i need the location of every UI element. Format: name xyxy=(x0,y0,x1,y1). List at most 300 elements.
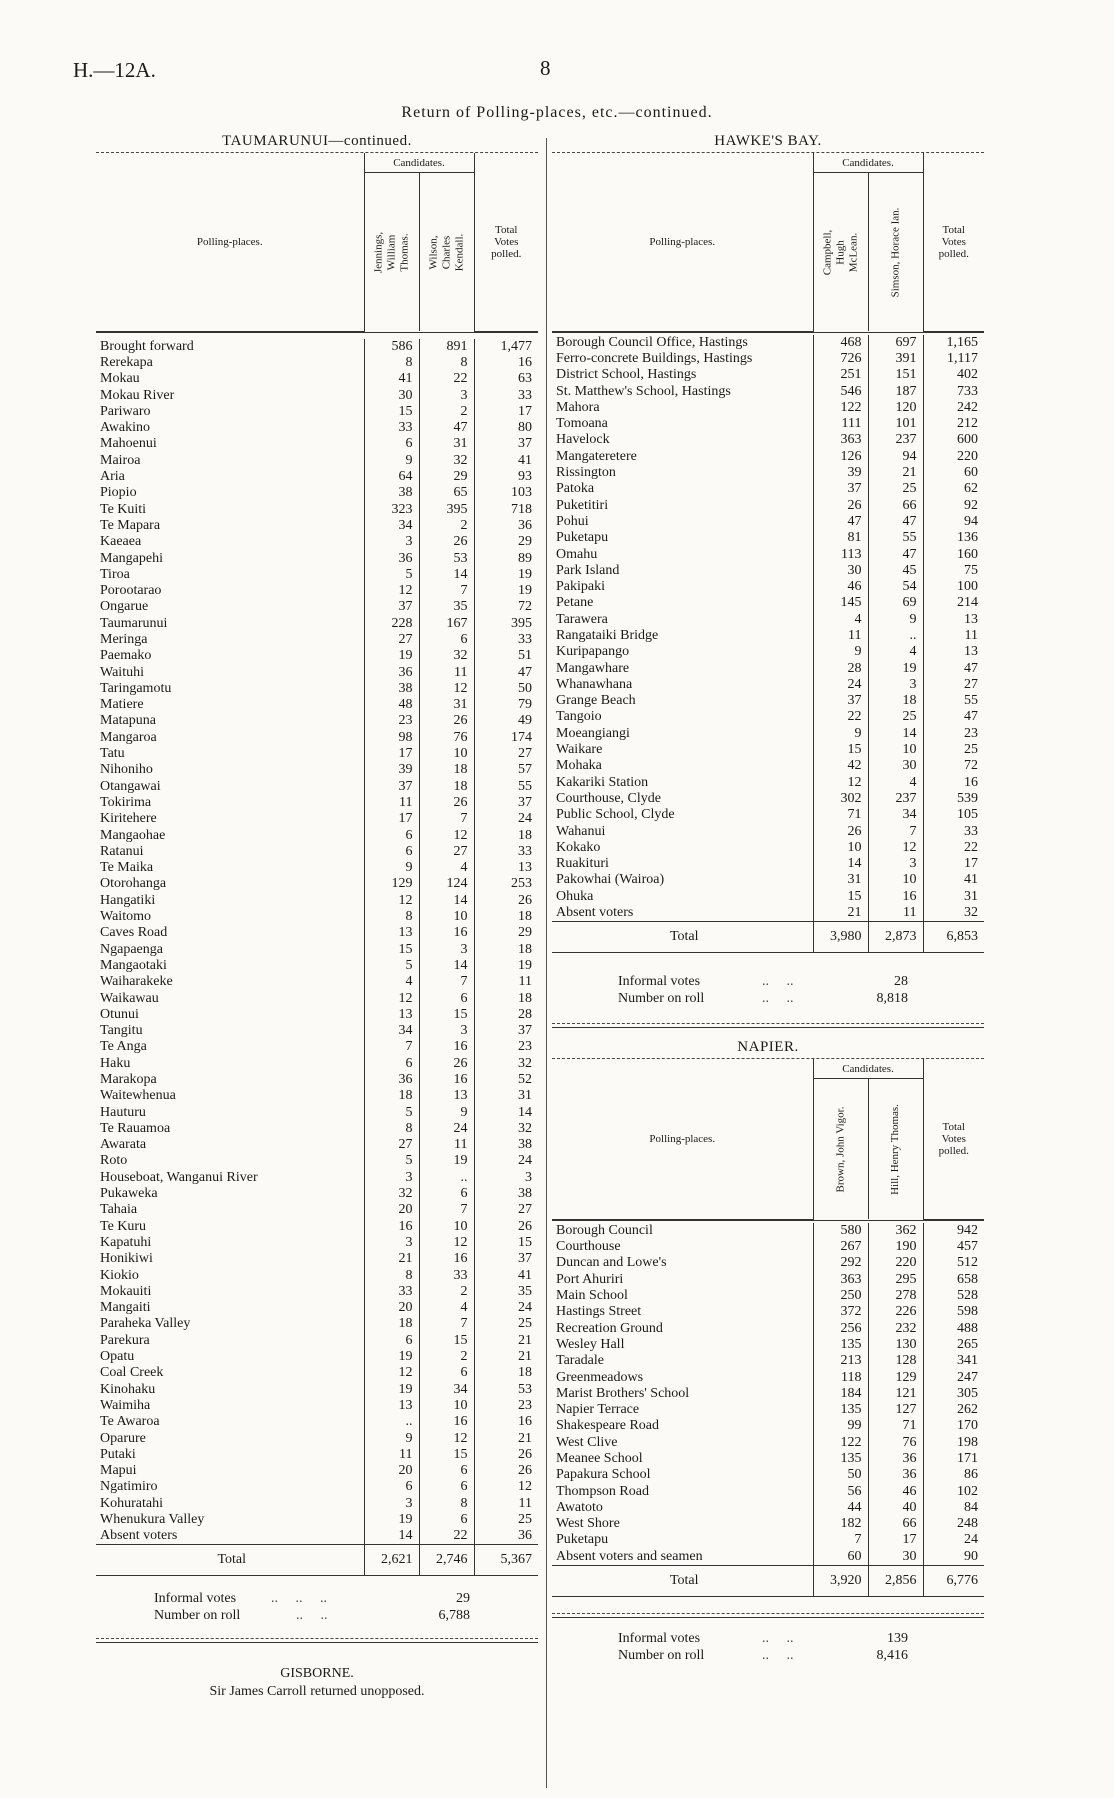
candidate-votes: .. xyxy=(419,1170,474,1186)
total-votes: 35 xyxy=(474,1284,538,1300)
candidate-votes: 26 xyxy=(419,534,474,550)
section-title: GISBORNE. xyxy=(280,1666,354,1682)
table-row xyxy=(552,1255,984,1271)
candidate-votes: 22 xyxy=(813,709,868,725)
candidate-votes: 39 xyxy=(364,762,419,778)
candidate-votes: 6 xyxy=(419,1479,474,1495)
total-votes: 25 xyxy=(474,1316,538,1332)
polling-place-name: Kuripapango xyxy=(556,644,630,660)
total-votes: 13 xyxy=(923,612,984,628)
polling-place-name: Kiokio xyxy=(100,1267,139,1283)
candidate-votes: 69 xyxy=(868,595,923,611)
candidate-votes: 7 xyxy=(868,823,923,839)
candidate-votes: 372 xyxy=(813,1304,868,1320)
candidate-votes: 18 xyxy=(364,1088,419,1104)
candidate-votes: 6 xyxy=(364,1479,419,1495)
polling-place-name: Absent voters and seamen xyxy=(556,1548,703,1564)
candidate-votes: 12 xyxy=(419,681,474,697)
candidate-votes: 94 xyxy=(868,449,923,465)
polling-place-name: Mangateretere xyxy=(556,448,637,464)
table-row xyxy=(96,567,538,583)
total-votes: 33 xyxy=(474,632,538,648)
total-votes: 33 xyxy=(474,844,538,860)
candidate-votes: 11 xyxy=(364,1447,419,1463)
table-row xyxy=(552,514,984,530)
total-votes: 33 xyxy=(923,823,984,839)
polling-place-name: Waituhi xyxy=(100,664,144,680)
candidates-header: Candidates. xyxy=(364,153,474,173)
total-votes: 100 xyxy=(923,579,984,595)
polling-place-name: Matiere xyxy=(100,697,144,713)
table-row xyxy=(552,1467,984,1483)
candidate-votes: 32 xyxy=(364,1186,419,1202)
total-votes: 733 xyxy=(923,383,984,399)
candidate-votes: 47 xyxy=(813,514,868,530)
candidate-votes: 13 xyxy=(364,1007,419,1023)
total-votes: 62 xyxy=(923,481,984,497)
polling-place-name: Petane xyxy=(556,595,594,611)
candidate-votes: 55 xyxy=(868,530,923,546)
candidate-votes: 14 xyxy=(364,1528,419,1545)
table-row xyxy=(96,958,538,974)
total-votes: 37 xyxy=(474,795,538,811)
table-row xyxy=(552,465,984,481)
candidate-votes: 26 xyxy=(419,713,474,729)
table-row xyxy=(552,1239,984,1255)
total-votes: 395 xyxy=(474,616,538,632)
informal-label: Informal votes xyxy=(618,974,701,990)
total-votes: 512 xyxy=(923,1255,984,1271)
candidate-votes: 44 xyxy=(813,1500,868,1516)
table-row xyxy=(96,436,538,452)
total-value: 6,776 xyxy=(923,1565,984,1596)
polling-place-name: Nihoniho xyxy=(100,762,153,778)
candidate-votes: 71 xyxy=(868,1418,923,1434)
table-row xyxy=(96,974,538,990)
table-header xyxy=(552,1059,984,1220)
results-table xyxy=(96,339,538,1577)
table-header xyxy=(552,153,984,332)
total-value: 3,980 xyxy=(813,922,868,953)
total-votes: 262 xyxy=(923,1402,984,1418)
table-row xyxy=(96,1267,538,1283)
polling-place-name: Whanawhana xyxy=(556,676,633,692)
polling-place-name: Mangaiti xyxy=(100,1300,151,1316)
candidate-votes: 30 xyxy=(813,563,868,579)
candidate-votes: 24 xyxy=(813,677,868,693)
candidate-votes: 726 xyxy=(813,351,868,367)
candidate-votes: 9 xyxy=(813,644,868,660)
candidate-votes: 47 xyxy=(419,420,474,436)
total-votes: 32 xyxy=(474,1056,538,1072)
polling-place-name: Rerekapa xyxy=(100,354,153,370)
candidate-votes: 21 xyxy=(364,1251,419,1267)
candidate-votes: 33 xyxy=(364,1284,419,1300)
total-votes: 37 xyxy=(474,1023,538,1039)
polling-place-name: Oparure xyxy=(100,1430,146,1446)
table-row xyxy=(552,758,984,774)
candidate-votes: 7 xyxy=(419,583,474,599)
candidate-votes: 6 xyxy=(364,1333,419,1349)
total-votes: 31 xyxy=(923,889,984,905)
total-votes: 24 xyxy=(474,1300,538,1316)
candidate-votes: 37 xyxy=(364,599,419,615)
total-votes: 63 xyxy=(474,371,538,387)
candidate-votes: 22 xyxy=(419,371,474,387)
candidate-votes: 20 xyxy=(364,1300,419,1316)
total-votes: 718 xyxy=(474,501,538,517)
candidate-votes: 580 xyxy=(813,1223,868,1239)
total-votes: 26 xyxy=(474,1463,538,1479)
polling-place-name: Te Rauamoa xyxy=(100,1120,171,1136)
page-number: 8 xyxy=(540,56,551,80)
polling-place-name: Matapuna xyxy=(100,713,156,729)
candidate-votes: 56 xyxy=(813,1483,868,1499)
table-row xyxy=(552,1402,984,1418)
candidate-votes: 6 xyxy=(419,632,474,648)
table-row xyxy=(96,355,538,371)
total-votes: 18 xyxy=(474,909,538,925)
table-row xyxy=(96,876,538,892)
total-votes: 38 xyxy=(474,1137,538,1153)
candidates-header: Candidates. xyxy=(813,153,923,173)
total-votes: 24 xyxy=(923,1532,984,1548)
candidate-votes: 18 xyxy=(419,779,474,795)
candidate-votes: 546 xyxy=(813,383,868,399)
polling-place-name: Ngatimiro xyxy=(100,1479,158,1495)
candidate-votes: 391 xyxy=(868,351,923,367)
table-row xyxy=(96,1007,538,1023)
table-row xyxy=(96,616,538,632)
candidate-votes: 8 xyxy=(419,355,474,371)
candidate-votes: 120 xyxy=(868,400,923,416)
polling-place-name: Otorohanga xyxy=(100,876,167,892)
table-row xyxy=(96,1072,538,1088)
polling-place-name: Honikiwi xyxy=(100,1251,153,1267)
table-row xyxy=(96,632,538,648)
polling-place-name: Kapatuhi xyxy=(100,1234,152,1250)
candidate-votes: 135 xyxy=(813,1402,868,1418)
candidate-votes: 362 xyxy=(868,1223,923,1239)
table-row xyxy=(96,893,538,909)
candidate-votes: 46 xyxy=(813,579,868,595)
polling-place-name: Main School xyxy=(556,1288,628,1304)
polling-place-name: Pukaweka xyxy=(100,1186,158,1202)
total-votes: 174 xyxy=(474,730,538,746)
table-row xyxy=(96,1186,538,1202)
candidate-votes: 40 xyxy=(868,1500,923,1516)
polling-place-name: Kaeaea xyxy=(100,534,142,550)
table-row xyxy=(96,1056,538,1072)
total-votes: 84 xyxy=(923,1500,984,1516)
table-row xyxy=(552,1320,984,1336)
candidate-votes: 45 xyxy=(868,563,923,579)
candidate-votes: 15 xyxy=(813,742,868,758)
candidate-votes: 34 xyxy=(868,807,923,823)
candidate-votes: 6 xyxy=(364,844,419,860)
total-votes: 17 xyxy=(474,404,538,420)
polling-place-name: Marakopa xyxy=(100,1072,157,1087)
candidate-votes: 11 xyxy=(868,905,923,922)
candidate-votes: 36 xyxy=(364,550,419,566)
table-row xyxy=(96,1528,538,1545)
candidate-votes: 122 xyxy=(813,400,868,416)
candidate-votes: 46 xyxy=(868,1483,923,1499)
polling-place-name: Duncan and Lowe's xyxy=(556,1255,667,1271)
total-votes: 247 xyxy=(923,1369,984,1385)
candidate-votes: 126 xyxy=(813,449,868,465)
polling-place-name: Tiroa xyxy=(100,566,130,582)
total-votes: 29 xyxy=(474,534,538,550)
candidate-votes: 21 xyxy=(813,905,868,922)
candidate-votes: 3 xyxy=(364,534,419,550)
polling-place-name: Papakura School xyxy=(556,1467,651,1483)
table-row xyxy=(552,546,984,562)
gisborne-note: Sir James Carroll returned unopposed. xyxy=(209,1684,425,1700)
polling-place-name: Kakariki Station xyxy=(556,774,649,790)
candidate-votes: 17 xyxy=(364,811,419,827)
polling-place-name: Puketitiri xyxy=(556,497,609,513)
polling-place-name: Kohuratahi xyxy=(100,1495,163,1511)
total-votes: 18 xyxy=(474,941,538,957)
table-row xyxy=(552,579,984,595)
table-row xyxy=(96,1479,538,1495)
polling-place-name: Kokako xyxy=(556,839,601,855)
polling-place-name: Parekura xyxy=(100,1332,150,1348)
polling-place-name: Waikawau xyxy=(100,990,159,1006)
results-table xyxy=(552,335,984,954)
polling-place-name: Awakino xyxy=(100,420,151,436)
candidate-votes: 19 xyxy=(364,1349,419,1365)
page-reference: H.—12A. xyxy=(73,58,156,82)
informal-label: Informal votes xyxy=(154,1591,237,1607)
candidate-votes: 697 xyxy=(868,335,923,351)
table-row xyxy=(96,1137,538,1153)
total-votes: 80 xyxy=(474,420,538,436)
table-header xyxy=(96,153,538,332)
candidate-votes: 19 xyxy=(364,1382,419,1398)
candidate-votes: 36 xyxy=(868,1467,923,1483)
table-row xyxy=(96,550,538,566)
total-votes: 36 xyxy=(474,518,538,534)
candidate-votes: 60 xyxy=(813,1549,868,1566)
polling-place-name: Taumarunui xyxy=(100,615,168,631)
candidate-votes: 6 xyxy=(364,1056,419,1072)
total-votes: 23 xyxy=(923,726,984,742)
candidate-votes: 121 xyxy=(868,1386,923,1402)
polling-place-name: Te Kuru xyxy=(100,1218,147,1234)
polling-place-name: St. Matthew's School, Hastings xyxy=(556,383,731,399)
candidate-votes: 14 xyxy=(868,726,923,742)
table-row xyxy=(552,693,984,709)
total-label: Total xyxy=(552,1565,813,1596)
candidate-votes: 145 xyxy=(813,595,868,611)
candidate-votes: 14 xyxy=(419,567,474,583)
candidate-votes: 37 xyxy=(813,693,868,709)
polling-place-name: Ohuka xyxy=(556,888,594,904)
total-votes: 23 xyxy=(474,1398,538,1414)
candidate-name: Simson, Horace Ian. xyxy=(889,207,902,297)
total-votes: 598 xyxy=(923,1304,984,1320)
candidate-votes: 18 xyxy=(868,693,923,709)
polling-place-name: Public School, Clyde xyxy=(556,807,675,823)
polling-place-name: Hauturu xyxy=(100,1104,146,1120)
candidate-votes: 29 xyxy=(419,469,474,485)
total-votes: 27 xyxy=(474,1202,538,1218)
candidate-votes: 129 xyxy=(868,1369,923,1385)
roll-value: 6,788 xyxy=(438,1608,470,1624)
total-votes: 57 xyxy=(474,762,538,778)
total-votes: 16 xyxy=(474,1414,538,1430)
total-votes: 402 xyxy=(923,367,984,383)
table-row xyxy=(96,1463,538,1479)
polling-place-name: Porootarao xyxy=(100,583,162,599)
candidate-votes: 118 xyxy=(813,1369,868,1385)
total-votes: 25 xyxy=(474,1512,538,1528)
roll-label: Number on roll xyxy=(618,1647,705,1663)
polling-place-name: Mangawhare xyxy=(556,660,630,676)
total-votes: 248 xyxy=(923,1516,984,1532)
total-votes: 49 xyxy=(474,713,538,729)
polling-place-name: Houseboat, Wanganui River xyxy=(100,1169,258,1185)
candidate-votes: 2 xyxy=(419,1349,474,1365)
table-row xyxy=(96,583,538,599)
total-votes: 79 xyxy=(474,697,538,713)
table-row xyxy=(96,681,538,697)
candidate-votes: 25 xyxy=(868,481,923,497)
candidate-votes: 31 xyxy=(419,436,474,452)
candidate-votes: 5 xyxy=(364,1104,419,1120)
total-value: 6,853 xyxy=(923,922,984,953)
total-votes: 13 xyxy=(474,860,538,876)
candidate-votes: 6 xyxy=(419,1512,474,1528)
table-row xyxy=(96,1104,538,1120)
candidate-votes: 16 xyxy=(419,925,474,941)
candidate-votes: 47 xyxy=(868,546,923,562)
candidate-votes: 187 xyxy=(868,383,923,399)
gisborne-section xyxy=(96,1665,538,1701)
candidate-votes: 26 xyxy=(813,823,868,839)
candidate-votes: 184 xyxy=(813,1386,868,1402)
informal-value: 29 xyxy=(456,1591,470,1607)
candidate-votes: 50 xyxy=(813,1467,868,1483)
candidate-votes: 10 xyxy=(868,742,923,758)
candidate-votes: 7 xyxy=(419,1202,474,1218)
polling-place-name: Otangawai xyxy=(100,778,161,794)
table-row xyxy=(96,1496,538,1512)
total-votes: 253 xyxy=(474,876,538,892)
table-row xyxy=(552,872,984,888)
napier-section: NAPIER. Polling-places. Candidates. Total Votes polled. Brown, John Vigor. Hill, Henry Thomas. Borough Council 580 362 942 Courthouse 267 190 457 Duncan and Lowe's 292 220 512 Port Ahuriri 363 295 658 Main School 250 278 528 Hastings Street 372 226 598 Recreation Ground 256 232 488 Wesley Hall 135 130 265 Taradale 213 128 341 Greenmeadows 118 129 247 Marist Brothers' School 184 121 305 Napier Terrace 135 127 262 Shakespeare Road 99 71 170 West Clive 122 76 198 Meanee School 135 36 171 Papakura School 50 36 86 Thompson Road 56 46 102 Awatoto 44 40 84 West Shore 182 66 248 Puketapu 7 17 24 Absent voters and seamen 60 30 90 Total 3,920 2,856 6,776 Informal votes .. .. 139 Number on roll .. .. 8,416 xyxy=(552,1036,984,1664)
candidate-votes: 237 xyxy=(868,791,923,807)
polling-place-name: Thompson Road xyxy=(556,1483,649,1499)
table-row xyxy=(96,925,538,941)
table-row xyxy=(552,1304,984,1320)
polling-place-name: Te Anga xyxy=(100,1039,147,1055)
table-row xyxy=(552,367,984,383)
polling-place-name: Havelock xyxy=(556,432,610,448)
polling-place-name: Mohaka xyxy=(556,758,602,774)
table-row xyxy=(96,1447,538,1463)
candidate-votes: 9 xyxy=(364,860,419,876)
total-votes: 16 xyxy=(923,775,984,791)
polling-place-name: Wahanui xyxy=(556,823,606,839)
table-row xyxy=(96,371,538,387)
total-votes: 47 xyxy=(923,709,984,725)
polling-place-name: Port Ahuriri xyxy=(556,1271,624,1287)
candidate-votes: 14 xyxy=(813,856,868,872)
results-table xyxy=(552,1223,984,1597)
table-row xyxy=(96,1382,538,1398)
candidate-votes: 891 xyxy=(419,339,474,355)
polling-place-name: Rissington xyxy=(556,465,616,481)
table-row xyxy=(552,563,984,579)
total-votes: 942 xyxy=(923,1223,984,1239)
candidate-votes: 6 xyxy=(419,990,474,1006)
candidate-votes: 12 xyxy=(364,893,419,909)
polling-place-name: Haku xyxy=(100,1055,131,1071)
candidate-votes: 31 xyxy=(419,697,474,713)
table-row xyxy=(552,905,984,922)
candidate-votes: 2 xyxy=(419,1284,474,1300)
candidate-votes: 48 xyxy=(364,697,419,713)
candidate-votes: 237 xyxy=(868,432,923,448)
total-votes: 25 xyxy=(923,742,984,758)
table-row xyxy=(96,1300,538,1316)
total-votes: 86 xyxy=(923,1467,984,1483)
total-votes: 11 xyxy=(474,974,538,990)
polling-place-name: Puketapu xyxy=(556,530,609,546)
candidate-votes: 323 xyxy=(364,501,419,517)
candidate-votes: 30 xyxy=(364,387,419,403)
roll-value: 8,416 xyxy=(876,1647,908,1663)
candidate-votes: 226 xyxy=(868,1304,923,1320)
table-row xyxy=(96,811,538,827)
candidate-votes: 26 xyxy=(813,497,868,513)
hawkes-bay-section: HAWKE'S BAY. Polling-places. Candidates. Total Votes polled. Campbell, Hugh McLean. Simson, Horace Ian. Borough Council Office, Hastings 468 697 1,165 Ferro-concrete Buildings, Hastings 726 391 1,117 District School, Hastings 251 151 402 St. Matthew's School, Hastings 546 187 733 Mahora 122 120 242 Tomoana 111 101 212 Havelock 363 237 600 Mangateretere 126 94 220 Rissington 39 21 60 Patoka 37 25 62 Puketitiri 26 66 92 Pohui 47 47 94 Puketapu 81 55 136 Omahu 113 47 160 Park Island 30 45 75 Pakipaki 46 54 100 Petane 145 69 214 Tarawera 4 9 13 Rangataiki Bridge 11 .. 11 Kuripapango 9 4 13 Mangawhare 28 19 47 Whanawhana 24 3 27 Grange Beach 37 18 55 Tangoio 22 25 47 Moeangiangi 9 14 23 Waikare 15 10 25 Mohaka 42 30 72 Kakariki Station 12 4 16 Courthouse, Clyde 302 237 539 Public School, Clyde 71 34 105 Wahanui 26 7 33 Kokako 10 12 22 Ruakituri 14 3 17 Pakowhai (Wairoa) 31 10 41 Ohuka 15 16 31 Absent voters 21 11 32 Total 3,980 2,873 6,853 Informal votes .. .. 28 Number on roll .. .. 8,818 NAPIER. Polling-places. Candidates. Total Votes polled. Brown, John Vigor. Hill, Henry Thomas. Borough Council 580 362 942 Courthouse 267 190 457 Duncan and Lowe's 292 220 512 Port Ahuriri 363 295 658 Main School 250 278 528 Hastings Street 372 226 598 Recreation Ground 256 232 488 Wesley Hall 135 130 265 Taradale 213 128 341 Greenmeadows 118 129 247 Marist Brothers' School 184 121 305 Napier Terrace 135 127 262 Shakespeare Road 99 71 170 West Clive 122 76 198 Meanee School 135 36 171 Papakura School 50 36 86 Thompson Road 56 46 102 Awatoto 44 40 84 West Shore 182 66 248 Puketapu 7 17 24 Absent voters and seamen 60 30 90 Total 3,920 2,856 6,776 Informal votes .. .. 139 Number on roll .. .. 8,416 xyxy=(552,130,984,1664)
total-votes: 47 xyxy=(923,660,984,676)
total-votes: 18 xyxy=(474,990,538,1006)
total-votes: 21 xyxy=(474,1333,538,1349)
polling-place-name: Awarata xyxy=(100,1137,147,1153)
table-row xyxy=(552,791,984,807)
table-row xyxy=(96,1235,538,1251)
total-votes: 18 xyxy=(474,827,538,843)
total-votes: 55 xyxy=(474,779,538,795)
table-row xyxy=(96,1365,538,1381)
polling-place-name: Mokauiti xyxy=(100,1283,152,1299)
candidate-votes: 16 xyxy=(419,1251,474,1267)
table-row xyxy=(552,595,984,611)
polling-place-name: Tangoio xyxy=(556,709,602,725)
candidate-votes: 135 xyxy=(813,1451,868,1467)
candidate-votes: 190 xyxy=(868,1239,923,1255)
table-row xyxy=(552,1353,984,1369)
total-value: 2,856 xyxy=(868,1565,923,1596)
total-votes: 14 xyxy=(474,1104,538,1120)
total-votes: 457 xyxy=(923,1239,984,1255)
candidate-votes: 7 xyxy=(364,1039,419,1055)
polling-place-name: Omahu xyxy=(556,546,598,562)
candidate-votes: 6 xyxy=(419,1365,474,1381)
candidate-votes: 18 xyxy=(419,762,474,778)
total-label: Total xyxy=(552,922,813,953)
total-votes: 24 xyxy=(474,1153,538,1169)
candidate-votes: 15 xyxy=(419,1007,474,1023)
table-row xyxy=(96,990,538,1006)
candidate-votes: 213 xyxy=(813,1353,868,1369)
polling-places-header: Polling-places. xyxy=(552,153,813,331)
